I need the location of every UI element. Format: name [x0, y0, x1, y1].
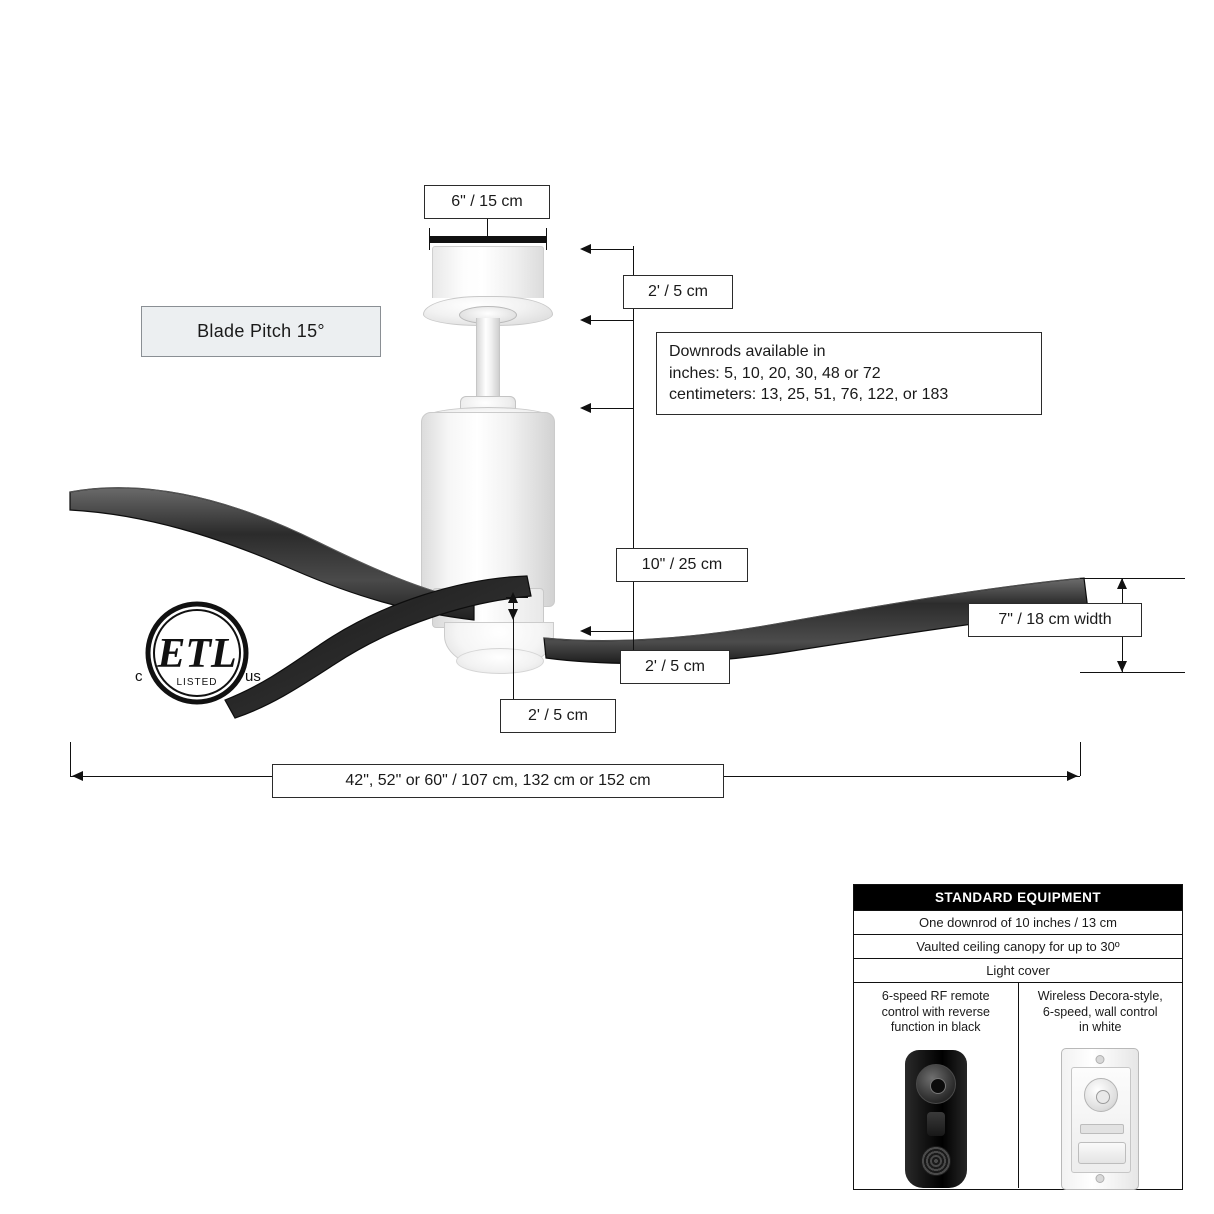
svg-text:us: us	[245, 668, 261, 685]
canopy-gap-arrow	[580, 315, 591, 325]
blade-width-arrow-up	[1117, 578, 1127, 589]
callout-sweep: 42", 52" or 60" / 107 cm, 132 cm or 152 cm	[272, 764, 724, 798]
callout-canopy-width: 6" / 15 cm	[424, 185, 550, 219]
wall-caption-line-3: in white	[1079, 1020, 1122, 1035]
remote-caption-line-2: control with reverse	[881, 1004, 990, 1019]
sweep-arrow-left	[72, 771, 83, 781]
blade-thickness-arrow-down	[508, 609, 518, 620]
wall-slider-icon	[1080, 1124, 1124, 1134]
callout-blade-pitch: Blade Pitch 15°	[141, 306, 381, 357]
etl-listed-mark	[117, 597, 277, 709]
sweep-arrow-right	[1067, 771, 1078, 781]
hub-drop-arrow	[580, 626, 591, 636]
remote-caption-line-1: 6-speed RF remote	[881, 989, 990, 1003]
wall-control-face	[1071, 1067, 1131, 1173]
svg-text:c: c	[135, 668, 143, 685]
remote-caption	[860, 989, 1012, 1036]
canopy-top-leader	[586, 249, 634, 250]
standard-equipment-table	[853, 884, 1183, 1190]
callout-motor-height: 10" / 25 cm	[616, 548, 748, 582]
standard-equipment-controls	[854, 983, 1182, 1188]
rf-remote-body	[905, 1050, 967, 1188]
callout-blade-thickness: 2' / 5 cm	[500, 699, 616, 733]
wall-control-plate	[1061, 1048, 1139, 1190]
canopy-top-arrow	[580, 244, 591, 254]
downrod-bottom-arrow	[580, 403, 591, 413]
remote-button-icon	[927, 1112, 945, 1136]
standard-equipment-row: Light cover	[854, 959, 1182, 983]
sweep-extension-left	[70, 742, 71, 776]
canopy-width-tick-right	[546, 228, 547, 250]
canopy-width-tick-left	[429, 228, 430, 250]
sweep-extension-right	[1080, 742, 1081, 776]
remote-speaker-grill-icon	[921, 1146, 951, 1176]
downrod	[476, 318, 500, 402]
downrod-bottom-leader	[586, 408, 634, 409]
blade-width-top-line	[1080, 578, 1185, 579]
svg-text:ETL: ETL	[157, 631, 237, 677]
wall-rocker-icon	[1078, 1142, 1126, 1164]
wall-dial-icon	[1084, 1078, 1118, 1112]
downrods-line-3: centimeters: 13, 25, 51, 76, 122, or 183	[669, 386, 949, 404]
svg-text:LISTED: LISTED	[176, 677, 218, 688]
standard-equipment-header: STANDARD EQUIPMENT	[854, 885, 1182, 911]
wall-caption-line-1: Wireless Decora-style,	[1037, 989, 1163, 1003]
hub-drop-leader	[586, 631, 634, 632]
canopy-gap-leader	[586, 320, 634, 321]
remote-control-cell	[854, 983, 1019, 1188]
blade-width-bottom-line	[1080, 672, 1185, 673]
downrods-line-1: Downrods available in	[669, 343, 826, 360]
canopy-width-line	[429, 236, 547, 237]
ceiling-mount-plate	[429, 237, 547, 243]
wall-control-cell	[1019, 983, 1183, 1188]
blade-width-arrow-down	[1117, 661, 1127, 672]
remote-dial-icon	[916, 1064, 956, 1104]
callout-blade-width: 7" / 18 cm width	[968, 603, 1142, 637]
remote-caption-line-3: function in black	[890, 1020, 981, 1035]
blade-thickness-arrow-up	[508, 592, 518, 603]
standard-equipment-row: Vaulted ceiling canopy for up to 30º	[854, 935, 1182, 959]
canopy	[432, 246, 544, 298]
wall-control-image	[1025, 1044, 1177, 1194]
callout-downrods	[656, 332, 1042, 415]
downrods-line-2: inches: 5, 10, 20, 30, 48 or 72	[669, 364, 881, 382]
callout-canopy-gap: 2' / 5 cm	[623, 275, 733, 309]
vertical-dimension-spine	[633, 246, 634, 664]
wall-control-caption	[1025, 989, 1177, 1036]
callout-hub-drop: 2' / 5 cm	[620, 650, 730, 684]
remote-image	[860, 1044, 1012, 1194]
standard-equipment-row: One downrod of 10 inches / 13 cm	[854, 911, 1182, 935]
wall-caption-line-2: 6-speed, wall control	[1042, 1004, 1158, 1019]
